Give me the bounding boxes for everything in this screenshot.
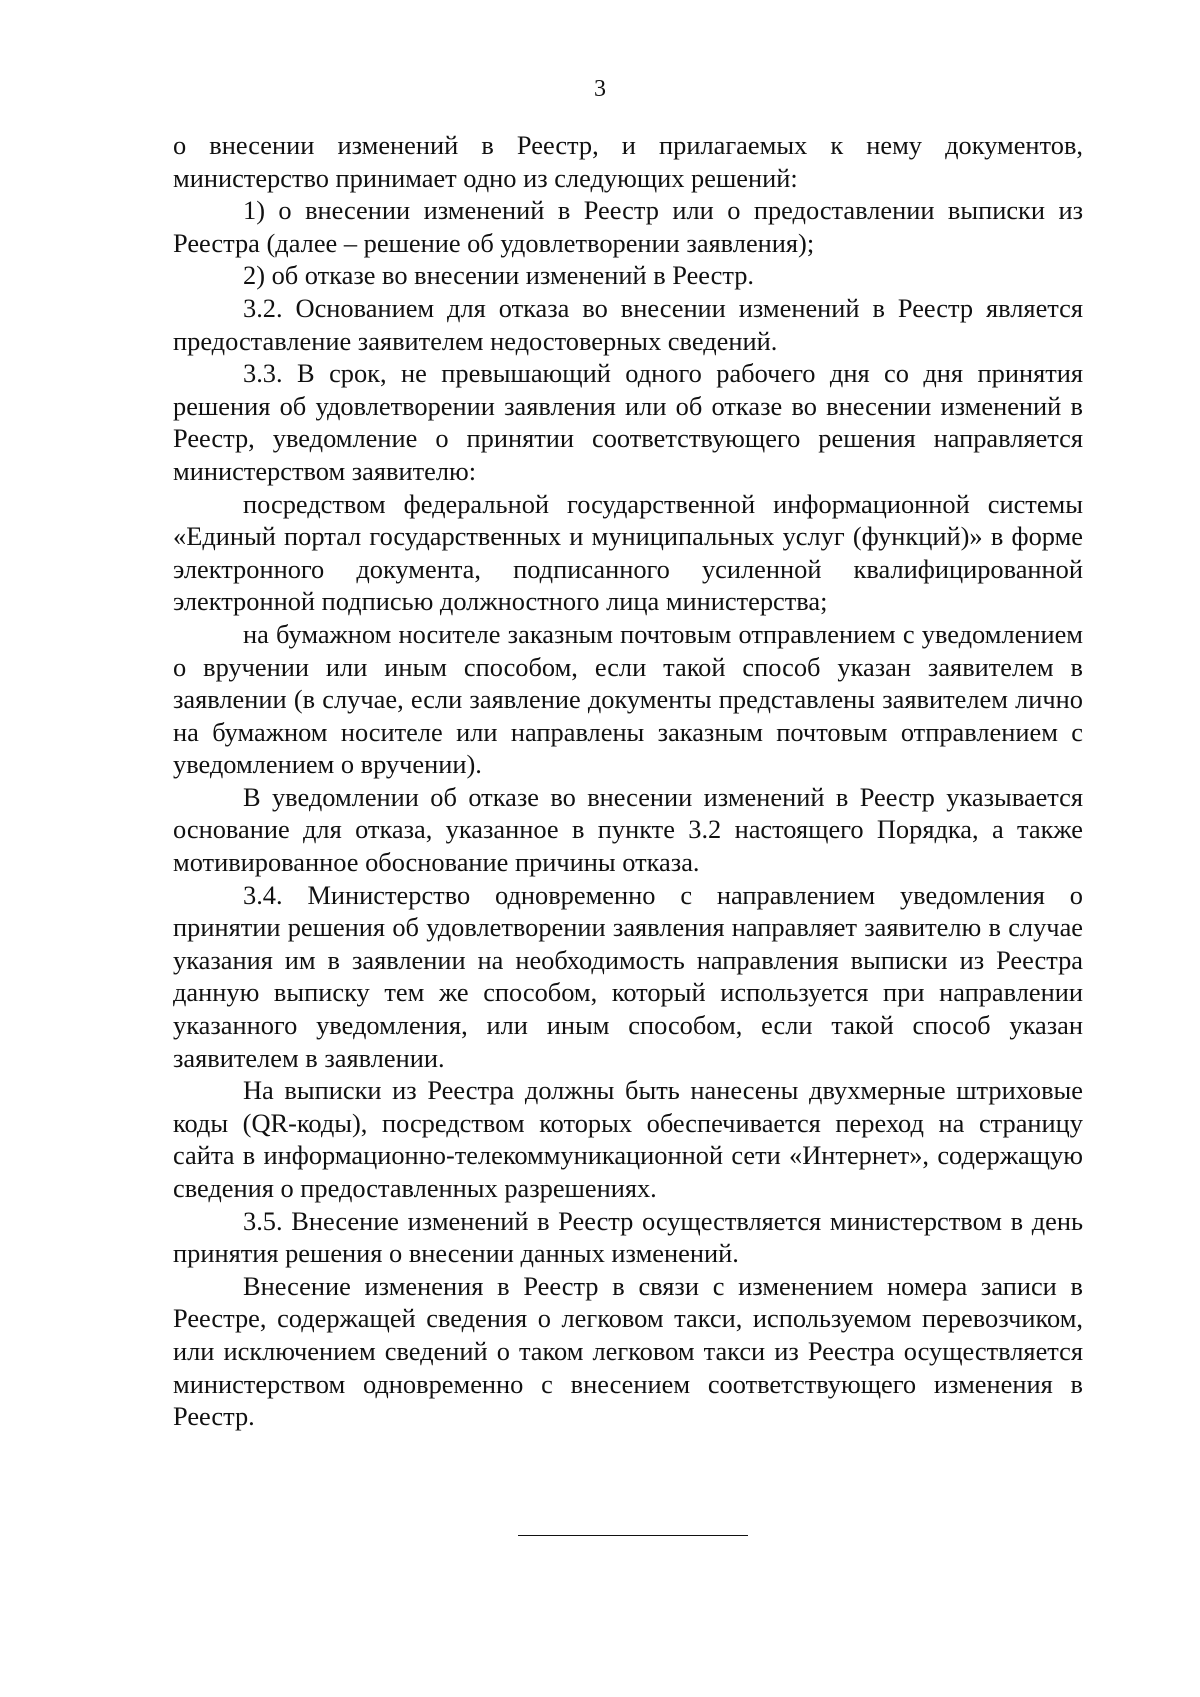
paragraph-decision-1: 1) о внесении изменений в Реестр или о предоставлении выписки из Реестра (далее – решение об удовлетворении заявления); <box>173 195 1083 258</box>
paragraph-3-3-paper: на бумажном носителе заказным почтовым отправлением с уведомлением о вручении или иным способом, если такой способ указан заявителем в заявлении (в случае, если заявление документы представлены заявителем лично на бумажном носителе или направлены заказным почтовым отправлением с уведомлением о вручении). <box>173 618 1083 780</box>
paragraph-3-2: 3.2. Основанием для отказа во внесении изменений в Реестр является предоставление заявителем недостоверных сведений. <box>173 292 1083 356</box>
paragraph-3-5: 3.5. Внесение изменений в Реестр осуществляется министерством в день принятия решения о внесении данных изменений. <box>173 1205 1083 1269</box>
paragraph-3-3: 3.3. В срок, не превышающий одного рабочего дня со дня принятия решения об удовлетворении заявления или об отказе во внесении изменений в Реестр, уведомление о принятии соответствующего решения направляется министерством заявителю: <box>173 358 1083 486</box>
paragraph-3-5-record: Внесение изменения в Реестр в связи с изменением номера записи в Реестре, содержащей сведения о легковом такси, используемом перевозчиком, или исключением сведений о таком легковом такси из Реестра осуществляется министерством одновременно с внесением соответствующего изменения в Реестр. <box>173 1270 1083 1432</box>
end-of-document-rule <box>518 1535 748 1536</box>
paragraph-3-4-qr: На выписки из Реестра должны быть нанесены двухмерные штриховые коды (QR-коды), посредством которых обеспечивается переход на страницу сайта в информационно-телекоммуникационной сети «Интернет», содержащую сведения о предоставленных разрешениях. <box>173 1075 1083 1203</box>
paragraph-decision-2: 2) об отказе во внесении изменений в Реестр. <box>243 260 755 291</box>
paragraph-continuation: о внесении изменений в Реестр, и прилагаемых к нему документов, министерство принимает одно из следующих решений: <box>173 130 1083 193</box>
document-body <box>173 129 1083 1433</box>
page-number: 3 <box>594 76 606 102</box>
paragraph-3-4: 3.4. Министерство одновременно с направлением уведомления о принятии решения об удовлетворении заявления направляет заявителю в случае указания им в заявлении на необходимость направления выписки из Реестра данную выписку тем же способом, который используется при направлении указанного уведомления, или иным способом, если такой способ указан заявителем в заявлении. <box>173 879 1083 1073</box>
paragraph-3-3-refusal: В уведомлении об отказе во внесении изменений в Реестр указывается основание для отказа, указанное в пункте 3.2 настоящего Порядка, а также мотивированное обоснование причины отказа. <box>173 781 1083 878</box>
paragraph-3-3-portal: посредством федеральной государственной информационной системы «Единый портал государственных и муниципальных услуг (функций)» в форме электронного документа, подписанного усиленной квалифицированной электронной подписью должностного лица министерства; <box>173 488 1083 617</box>
